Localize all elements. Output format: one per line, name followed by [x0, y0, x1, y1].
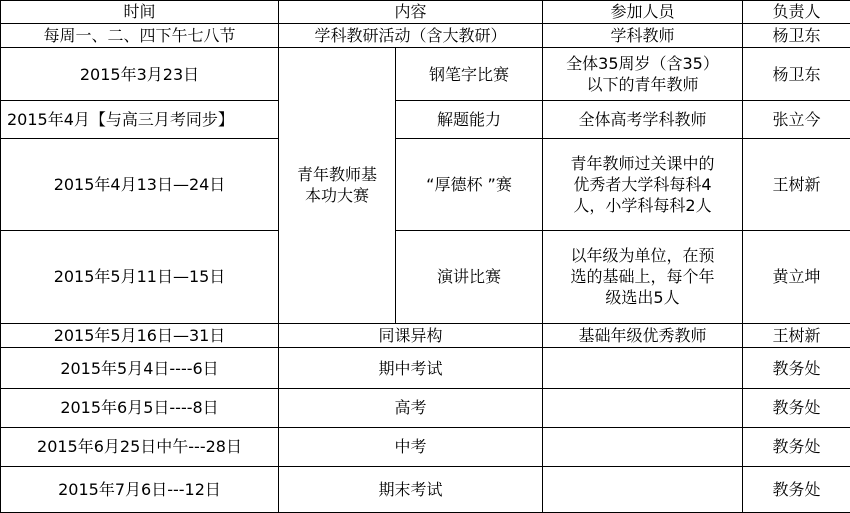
cell-participants [543, 389, 743, 428]
table-row [1, 48, 850, 101]
cell-time: 2015年5月16日—31日 [1, 323, 279, 348]
cell-participants: 基础年级优秀教师 [543, 323, 743, 348]
cell-content: “厚德杯 ”赛 [396, 139, 543, 231]
table-row [1, 231, 850, 323]
cell-participants: 学科教师 [543, 23, 743, 48]
cell-participants: 青年教师过关课中的 优秀者大学科每科4 人，小学科每科2人 [543, 139, 743, 231]
cell-time: 2015年4月【与高三月考同步】 [1, 101, 279, 139]
cell-participants [543, 466, 743, 512]
header-content: 内容 [279, 1, 543, 24]
cell-owner: 教务处 [743, 389, 850, 428]
cell-content: 期末考试 [279, 466, 543, 512]
table-row [1, 101, 850, 139]
table-row [1, 389, 850, 428]
header-row [1, 1, 850, 24]
cell-owner: 王树新 [743, 139, 850, 231]
cell-participants: 全体35周岁（含35） 以下的青年教师 [543, 48, 743, 101]
table-row [1, 23, 850, 48]
table-row [1, 466, 850, 512]
header-owner: 负责人 [743, 1, 850, 24]
cell-contest-title: 青年教师基 本功大赛 [279, 48, 396, 323]
cell-owner: 教务处 [743, 348, 850, 389]
cell-time: 2015年5月11日—15日 [1, 231, 279, 323]
cell-participants [543, 427, 743, 466]
table-row [1, 323, 850, 348]
header-participants: 参加人员 [543, 1, 743, 24]
cell-time: 2015年6月25日中午---28日 [1, 427, 279, 466]
cell-owner: 教务处 [743, 427, 850, 466]
table-row [1, 139, 850, 231]
header-time: 时间 [1, 1, 279, 24]
cell-time: 2015年7月6日---12日 [1, 466, 279, 512]
cell-owner: 教务处 [743, 466, 850, 512]
cell-content: 期中考试 [279, 348, 543, 389]
cell-time: 2015年3月23日 [1, 48, 279, 101]
cell-content: 学科教研活动（含大教研） [279, 23, 543, 48]
cell-time: 2015年4月13日—24日 [1, 139, 279, 231]
cell-time: 2015年5月4日----6日 [1, 348, 279, 389]
cell-participants: 全体高考学科教师 [543, 101, 743, 139]
cell-owner: 杨卫东 [743, 48, 850, 101]
cell-content: 中考 [279, 427, 543, 466]
cell-time: 2015年6月5日----8日 [1, 389, 279, 428]
cell-content: 演讲比赛 [396, 231, 543, 323]
cell-participants [543, 348, 743, 389]
cell-participants: 以年级为单位，在预 选的基础上，每个年 级选出5人 [543, 231, 743, 323]
table-row [1, 427, 850, 466]
table-row [1, 348, 850, 389]
cell-owner: 张立今 [743, 101, 850, 139]
cell-content: 同课异构 [279, 323, 543, 348]
cell-owner: 王树新 [743, 323, 850, 348]
cell-content: 高考 [279, 389, 543, 428]
cell-content: 解题能力 [396, 101, 543, 139]
cell-content: 钢笔字比赛 [396, 48, 543, 101]
cell-owner: 黄立坤 [743, 231, 850, 323]
cell-time: 每周一、二、四下午七八节 [1, 23, 279, 48]
cell-owner: 杨卫东 [743, 23, 850, 48]
